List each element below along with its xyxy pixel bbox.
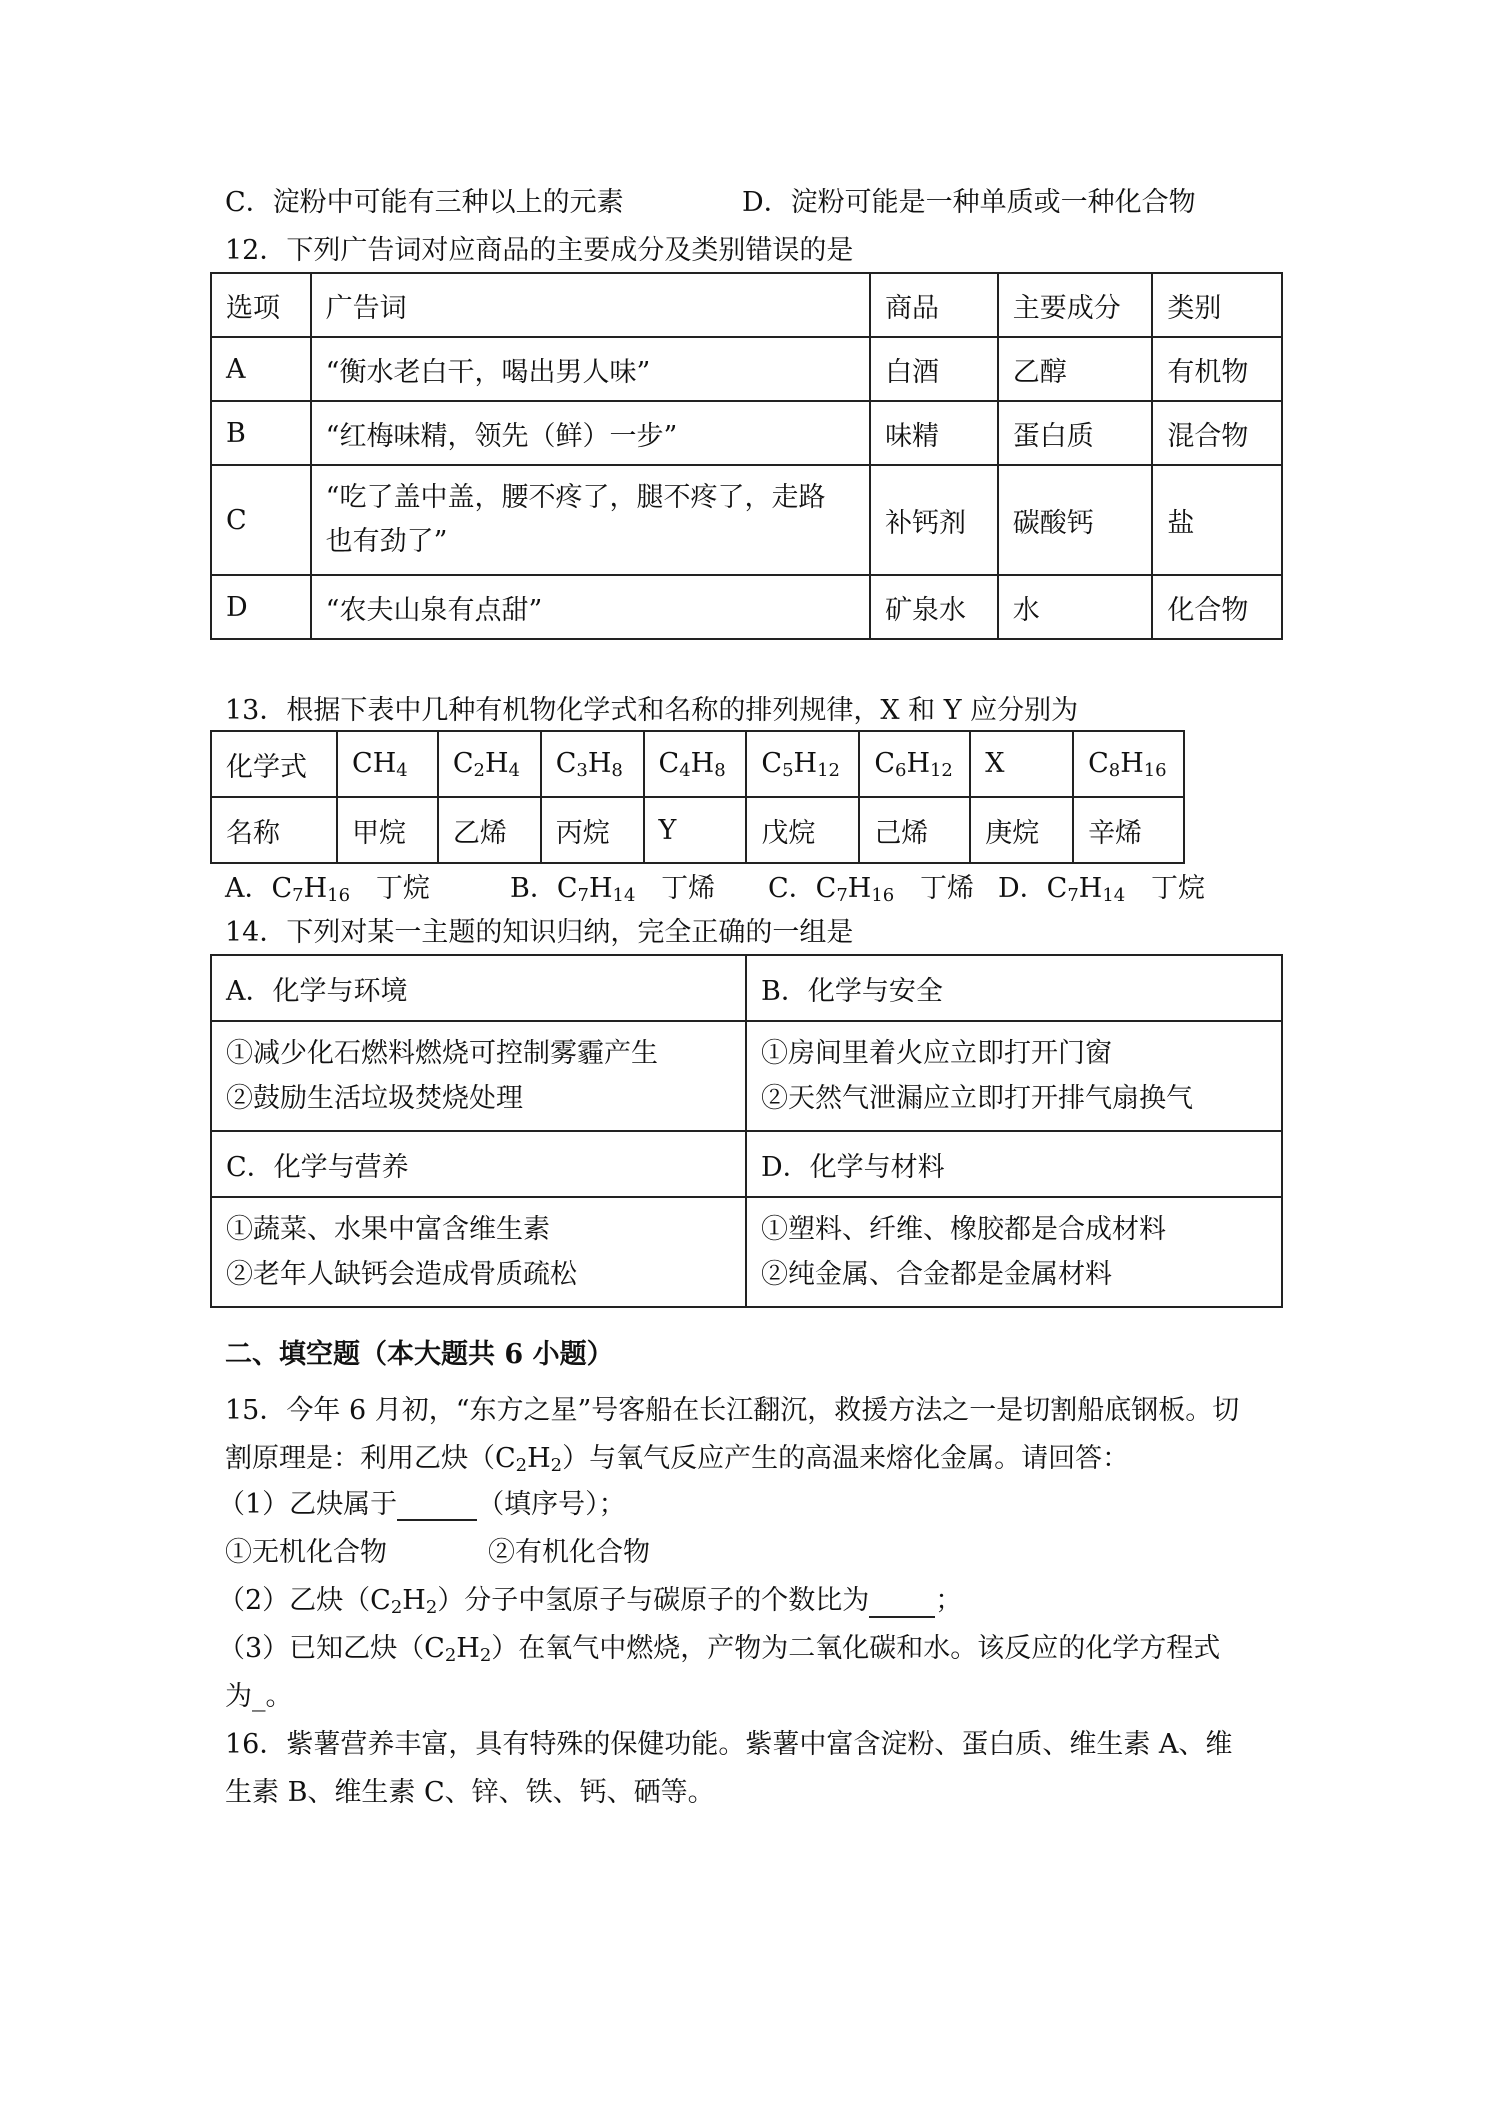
formula-cell: $CH_4$ [337, 731, 438, 797]
header-ad: 广告词 [311, 273, 870, 337]
row-ad: “农夫山泉有点甜” [311, 575, 870, 639]
name-cell: 戊烷 [746, 797, 859, 863]
option-c-title: C．化学与营养 [211, 1131, 746, 1197]
row-ad-line2: 也有劲了” [325, 526, 448, 557]
formula-cell: $C_8H_{16}$ [1073, 731, 1184, 797]
row-ad: “衡水老白干，喝出男人味” [311, 337, 870, 401]
table-row [211, 401, 1282, 465]
formula-label: 化学式 [211, 731, 337, 797]
name-cell: 甲烷 [337, 797, 438, 863]
formula-cell: X [970, 731, 1073, 797]
formula-cell: $C_4H_8$ [644, 731, 747, 797]
q15-part1: （1）乙炔属于 （填序号）； [218, 1489, 626, 1520]
option-b-body [746, 1021, 1282, 1131]
name-cell: 己烯 [859, 797, 970, 863]
option-a-item: ②鼓励生活垃圾焚烧处理 [226, 1083, 523, 1114]
option-b-item: ②天然气泄漏应立即打开排气扇换气 [761, 1083, 1193, 1114]
formula-row [211, 731, 1184, 797]
section-heading: 二、填空题（本大题共 6 小题） [225, 1339, 614, 1370]
table-row [211, 575, 1282, 639]
option-b-title: B．化学与安全 [746, 955, 1282, 1021]
formula-cell: $C_2H_4$ [438, 731, 541, 797]
table-row [211, 465, 1282, 575]
table-row [211, 1021, 1282, 1131]
row-product: 补钙剂 [870, 465, 998, 575]
q15-choice-1: ①无机化合物 [225, 1537, 387, 1568]
option-a-body [211, 1021, 746, 1131]
row-option: D [211, 575, 311, 639]
row-component: 碳酸钙 [998, 465, 1153, 575]
q11-option-d: D．淀粉可能是一种单质或一种化合物 [742, 187, 1196, 218]
answer-blank[interactable] [869, 1590, 935, 1618]
name-cell: 庚烷 [970, 797, 1073, 863]
q15-line2: 割原理是：利用乙炔$(C_2H_2)$与氧气反应产生的高温来熔化金属。请回答： [225, 1443, 1130, 1476]
row-component: 蛋白质 [998, 401, 1153, 465]
name-cell: 辛烯 [1073, 797, 1184, 863]
option-d-body [746, 1197, 1282, 1307]
q13-stem: 13．根据下表中几种有机物化学式和名称的排列规律，X 和 Y 应分别为 [225, 695, 1079, 726]
row-category: 化合物 [1152, 575, 1282, 639]
row-ad-line1: “吃了盖中盖，腰不疼了，腿不疼了，走路 [325, 482, 826, 513]
option-a-item: ①减少化石燃料燃烧可控制雾霾产生 [226, 1038, 658, 1069]
q15-part3: （3）已知乙炔$(C_2H_2)$在氧气中燃烧，产物为二氧化碳和水。该反应的化学方程式 [218, 1633, 1221, 1666]
row-option: A [211, 337, 311, 401]
row-option: B [211, 401, 311, 465]
q14-stem: 14．下列对某一主题的知识归纳，完全正确的一组是 [225, 917, 854, 948]
row-option: C [211, 465, 311, 575]
option-c-item: ①蔬菜、水果中富含维生素 [226, 1214, 550, 1245]
q11-option-c: C．淀粉中可能有三种以上的元素 [225, 187, 624, 218]
q15-part2: （2）乙炔$(C_2H_2)$分子中氢原子与碳原子的个数比为 ； [218, 1585, 963, 1618]
q13-table [210, 730, 1185, 864]
name-label: 名称 [211, 797, 337, 863]
header-component: 主要成分 [998, 273, 1153, 337]
q14-table [210, 954, 1283, 1308]
q16-line2: 生素 B、维生素 C、锌、铁、钙、硒等。 [225, 1777, 715, 1808]
table-row [211, 1197, 1282, 1307]
q13-option-b: B．$C_7H_{14}$ 丁烯 [510, 873, 716, 906]
option-a-title: A．化学与环境 [211, 955, 746, 1021]
header-product: 商品 [870, 273, 998, 337]
q16-line1: 16．紫薯营养丰富，具有特殊的保健功能。紫薯中富含淀粉、蛋白质、维生素 A、维 [225, 1729, 1233, 1760]
q12-stem: 12．下列广告词对应商品的主要成分及类别错误的是 [225, 235, 854, 266]
row-ad [311, 465, 870, 575]
row-category: 有机物 [1152, 337, 1282, 401]
table-row [211, 955, 1282, 1021]
formula-cell: $C_5H_{12}$ [746, 731, 859, 797]
row-category: 混合物 [1152, 401, 1282, 465]
row-component: 水 [998, 575, 1153, 639]
name-row [211, 797, 1184, 863]
q12-table [210, 272, 1283, 640]
header-option: 选项 [211, 273, 311, 337]
q13-option-d: D．$C_7H_{14}$ 丁烷 [998, 873, 1205, 906]
row-product: 矿泉水 [870, 575, 998, 639]
option-d-item: ①塑料、纤维、橡胶都是合成材料 [761, 1214, 1166, 1245]
table-row [211, 337, 1282, 401]
option-c-body [211, 1197, 746, 1307]
name-cell: 乙烯 [438, 797, 541, 863]
option-d-item: ②纯金属、合金都是金属材料 [761, 1259, 1112, 1290]
name-cell: 丙烷 [541, 797, 644, 863]
option-c-item: ②老年人缺钙会造成骨质疏松 [226, 1259, 577, 1290]
table-header-row [211, 273, 1282, 337]
answer-blank[interactable] [397, 1493, 477, 1521]
name-cell: Y [644, 797, 747, 863]
table-row [211, 1131, 1282, 1197]
q15-choice-2: ②有机化合物 [488, 1537, 650, 1568]
row-product: 白酒 [870, 337, 998, 401]
option-b-item: ①房间里着火应立即打开门窗 [761, 1038, 1112, 1069]
row-product: 味精 [870, 401, 998, 465]
q15-line1: 15．今年 6 月初，“东方之星”号客船在长江翻沉，救援方法之一是切割船底钢板。切 [225, 1395, 1240, 1426]
formula-cell: $C_6H_{12}$ [859, 731, 970, 797]
q13-option-a: A．$C_7H_{16}$ 丁烷 [225, 873, 430, 906]
q13-option-c: C．$C_7H_{16}$ 丁烯 [768, 873, 974, 906]
q15-part3-line2: 为_。 [225, 1681, 293, 1712]
header-category: 类别 [1152, 273, 1282, 337]
formula-cell: $C_3H_8$ [541, 731, 644, 797]
option-d-title: D．化学与材料 [746, 1131, 1282, 1197]
row-category: 盐 [1152, 465, 1282, 575]
row-ad: “红梅味精，领先（鲜）一步” [311, 401, 870, 465]
row-component: 乙醇 [998, 337, 1153, 401]
